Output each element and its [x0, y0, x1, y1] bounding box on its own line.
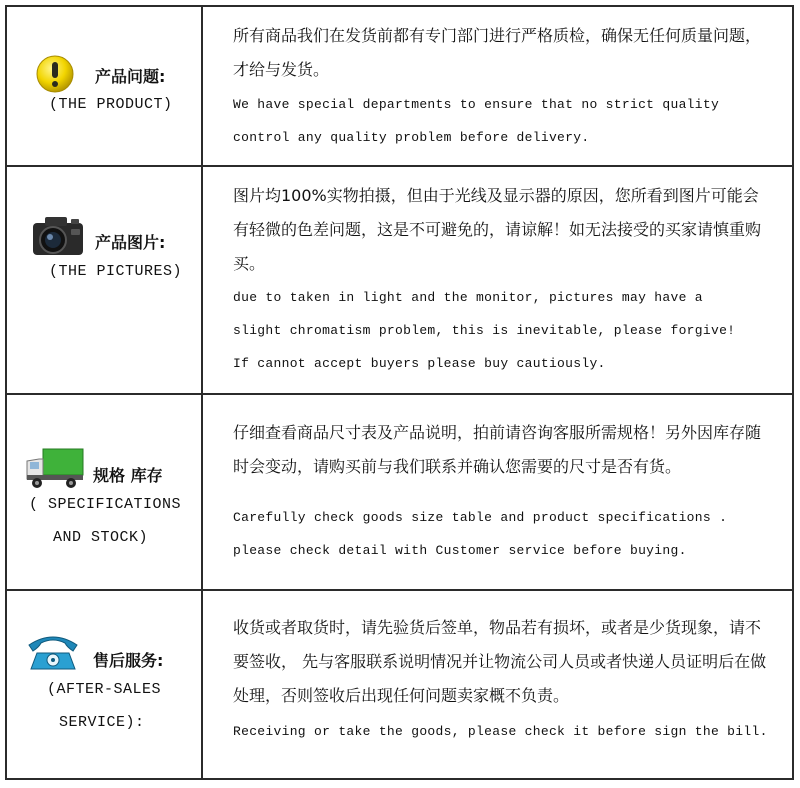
section-title-zh: 规格 库存	[93, 466, 163, 485]
telephone-icon	[27, 631, 79, 671]
section-text-zh: 图片均100%实物拍摄，但由于光线及显示器的原因，您所看到图片可能会有轻微的色差问题，这是不可避免的，请谅解！如无法接受的买家请慎重购买。	[233, 186, 762, 273]
section-text-en-1: Carefully check goods size table and product specifications .	[233, 510, 728, 525]
section-text-en-1: We have special departments to ensure that no strict quality	[233, 97, 720, 112]
section-title-en-2: SERVICE):	[59, 714, 145, 731]
section-specifications	[7, 395, 792, 591]
section-title-zh: 产品问题:	[95, 67, 166, 86]
warning-icon	[35, 54, 75, 94]
delivery-truck-icon	[25, 445, 85, 489]
camera-icon	[31, 215, 85, 257]
section-title-en-1: (AFTER-SALES	[47, 681, 162, 698]
section-header	[7, 7, 203, 165]
section-pictures	[7, 167, 792, 395]
section-header	[7, 167, 203, 393]
section-after-sales	[7, 591, 792, 778]
section-body	[205, 395, 792, 589]
section-text-en-2: please check detail with Customer service before buying.	[233, 543, 687, 558]
section-body	[205, 591, 792, 778]
info-table	[5, 5, 794, 780]
section-title-zh: 产品图片:	[95, 233, 166, 252]
section-title-en-1: ( SPECIFICATIONS	[29, 496, 182, 513]
section-title-en: (THE PICTURES)	[49, 263, 183, 280]
section-text-en-2: control any quality problem before delivery.	[233, 130, 590, 145]
section-text-en-1: Receiving or take the goods, please check it before sign the bill.	[233, 724, 768, 739]
section-text-en-3: If cannot accept buyers please buy cautiously.	[233, 356, 606, 371]
section-body	[205, 167, 792, 393]
section-body	[205, 7, 792, 165]
section-text-zh: 仔细查看商品尺寸表及产品说明，拍前请咨询客服所需规格！另外因库存随时会变动，请购买前与我们联系并确认您需要的尺寸是否有货。	[233, 423, 762, 476]
section-title-zh: 售后服务:	[93, 651, 164, 670]
section-product	[7, 7, 792, 167]
section-header	[7, 591, 203, 778]
section-text-en-1: due to taken in light and the monitor, pictures may have a	[233, 290, 703, 305]
section-text-zh: 收货或者取货时，请先验货后签单，物品若有损坏，或者是少货现象，请不要签收， 先与客服联系说明情况并让物流公司人员或者快递人员证明后在做处理，否则签收后出现任何问题卖家概不负责。	[233, 618, 767, 705]
section-text-zh: 所有商品我们在发货前都有专门部门进行严格质检，确保无任何质量问题，才给与发货。	[233, 26, 762, 79]
section-header	[7, 395, 203, 589]
section-title-en-2: AND STOCK)	[53, 529, 149, 546]
section-title-en: (THE PRODUCT)	[49, 96, 173, 113]
section-text-en-2: slight chromatism problem, this is inevitable, please forgive!	[233, 323, 736, 338]
